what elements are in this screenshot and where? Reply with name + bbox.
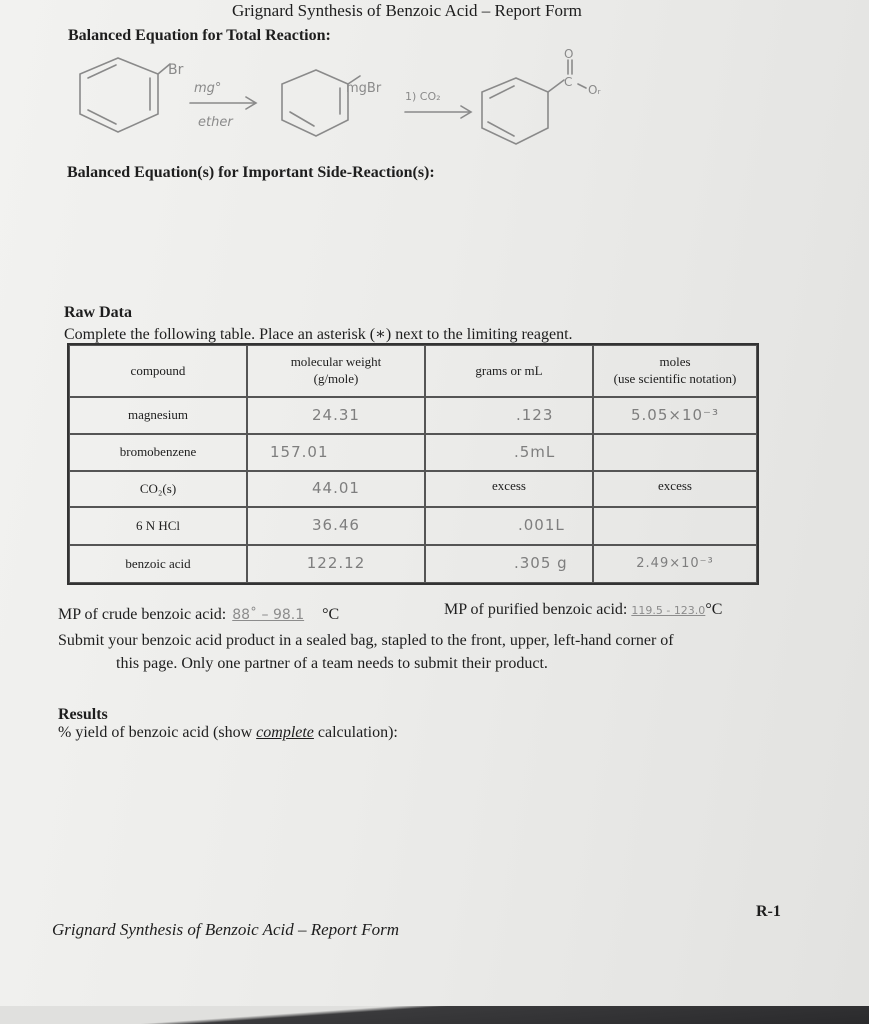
mp-purified-line: [444, 601, 722, 619]
table-row-compound: 6 N HCl: [69, 507, 247, 545]
table-row-moles: 2.49×10⁻³: [593, 545, 757, 583]
benzene-ring-reactant: [80, 58, 158, 132]
table-row-mass: .305 g: [425, 545, 593, 583]
step2-label: 1) CO₂: [405, 90, 441, 103]
table-instruction: Complete the following table. Place an asterisk (∗) next to the limiting reagent.: [64, 326, 573, 343]
reagent-bottom: ether: [198, 115, 233, 130]
benzene-ring-grignard: [282, 70, 348, 136]
raw-data-heading: Raw Data: [64, 304, 132, 321]
table-row-moles: excess: [593, 471, 757, 507]
mp-crude-line: [58, 606, 339, 624]
carboxyl-carbon: C: [564, 75, 573, 89]
table-row-compound: benzoic acid: [69, 545, 247, 583]
submit-instructions-line1: Submit your benzoic acid product in a sealed bag, stapled to the front, upper, left-hand corner of: [58, 632, 674, 649]
mp-purified-unit: °C: [705, 601, 723, 618]
data-table: [67, 343, 759, 585]
mp-crude-value: 88˚ – 98.1: [232, 607, 305, 623]
mp-purified-value: 119.5 - 123.0: [631, 604, 706, 617]
balanced-equation-heading: Balanced Equation for Total Reaction:: [68, 27, 331, 44]
yield-instruction: % yield of benzoic acid (show complete calculation):: [58, 724, 398, 741]
reagent-top: mg°: [194, 81, 222, 96]
table-row-mass: .001L: [425, 507, 593, 545]
submit-instructions-line2: this page. Only one partner of a team needs to submit their product.: [116, 655, 548, 672]
results-heading: Results: [58, 706, 108, 723]
carboxyl-oxygen: Oᵣ: [588, 83, 601, 97]
table-row-mass: .123: [425, 397, 593, 434]
table-row-mw: 44.01: [247, 471, 425, 507]
footer-title: Grignard Synthesis of Benzoic Acid – Report Form: [52, 920, 400, 939]
benzene-ring-product: [482, 78, 548, 144]
header-compound: compound: [69, 345, 247, 397]
header-mass: grams or mL: [425, 345, 593, 397]
table-row-mass: excess: [425, 471, 593, 507]
table-row-mw: 122.12: [247, 545, 425, 583]
side-reaction-heading: Balanced Equation(s) for Important Side-Reaction(s):: [67, 164, 435, 181]
reaction-scheme: [70, 48, 630, 158]
table-row-mw: 157.01: [247, 434, 425, 471]
yield-emphasis: complete: [256, 724, 314, 741]
table-surface: [0, 1006, 869, 1024]
table-row-mw: 36.46: [247, 507, 425, 545]
page-title: Grignard Synthesis of Benzoic Acid – Report Form: [232, 1, 582, 20]
mp-crude-label: MP of crude benzoic acid:: [58, 606, 227, 623]
table-row-compound: CO₂(s): [69, 471, 247, 507]
table-row-compound: magnesium: [69, 397, 247, 434]
intermediate-label: mgBr: [346, 81, 382, 96]
header-moles: moles (use scientific notation): [593, 345, 757, 397]
mp-crude-unit: °C: [322, 606, 340, 623]
header-molecular-weight: molecular weight (g/mole): [247, 345, 425, 397]
table-row-moles: [593, 507, 757, 545]
table-row-moles: [593, 434, 757, 471]
table-row-compound: bromobenzene: [69, 434, 247, 471]
mp-purified-label: MP of purified benzoic acid:: [444, 601, 628, 618]
table-row-moles: 5.05×10⁻³: [593, 397, 757, 434]
page-number: R-1: [756, 903, 781, 920]
reactant-label: Br: [168, 62, 184, 78]
carbonyl-oxygen: O: [564, 48, 574, 61]
table-row-mw: 24.31: [247, 397, 425, 434]
table-row-mass: .5mL: [425, 434, 593, 471]
